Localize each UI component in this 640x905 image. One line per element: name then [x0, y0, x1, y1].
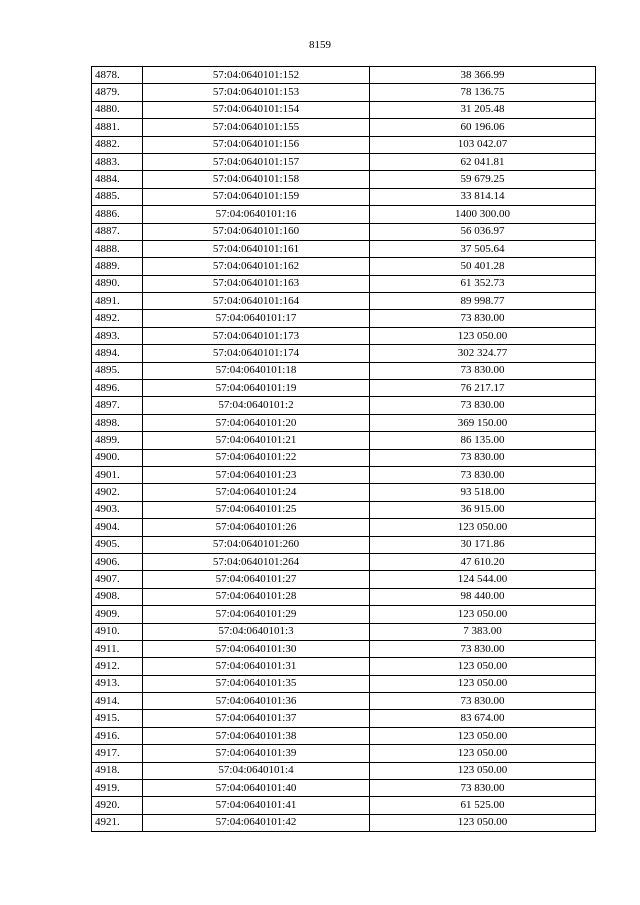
page-number: 8159: [309, 39, 331, 51]
cadastral-number-cell: 57:04:0640101:164: [143, 293, 370, 310]
table-row: [92, 449, 596, 466]
table-row: [92, 101, 596, 118]
cadastral-number-cell: 57:04:0640101:3: [143, 623, 370, 640]
cadastral-value-cell: 123 050.00: [370, 519, 596, 536]
cadastral-number-cell: 57:04:0640101:2: [143, 397, 370, 414]
cadastral-number-cell: 57:04:0640101:161: [143, 240, 370, 257]
cadastral-number-cell: 57:04:0640101:17: [143, 310, 370, 327]
cadastral-value-cell: 123 050.00: [370, 814, 596, 831]
cadastral-number-cell: 57:04:0640101:162: [143, 258, 370, 275]
cadastral-number-cell: 57:04:0640101:20: [143, 414, 370, 431]
cadastral-number-cell: 57:04:0640101:21: [143, 432, 370, 449]
cadastral-value-cell: 73 830.00: [370, 397, 596, 414]
table-row: [92, 484, 596, 501]
table-row: [92, 223, 596, 240]
cadastral-value-cell: 73 830.00: [370, 466, 596, 483]
row-number-cell: 4891.: [92, 293, 143, 310]
row-number-cell: 4904.: [92, 519, 143, 536]
cadastral-value-cell: 36 915.00: [370, 501, 596, 518]
cadastral-number-cell: 57:04:0640101:29: [143, 606, 370, 623]
cadastral-value-cell: 369 150.00: [370, 414, 596, 431]
row-number-cell: 4917.: [92, 745, 143, 762]
cadastral-number-cell: 57:04:0640101:174: [143, 345, 370, 362]
table-row: [92, 136, 596, 153]
table-row: [92, 466, 596, 483]
cadastral-value-cell: 60 196.06: [370, 119, 596, 136]
cadastral-value-cell: 50 401.28: [370, 258, 596, 275]
row-number-cell: 4894.: [92, 345, 143, 362]
table-row: [92, 623, 596, 640]
row-number-cell: 4901.: [92, 466, 143, 483]
table-row: [92, 762, 596, 779]
row-number-cell: 4885.: [92, 188, 143, 205]
row-number-cell: 4878.: [92, 67, 143, 84]
row-number-cell: 4911.: [92, 640, 143, 657]
table-row: [92, 258, 596, 275]
cadastral-value-cell: 123 050.00: [370, 675, 596, 692]
row-number-cell: 4920.: [92, 797, 143, 814]
cadastral-value-cell: 31 205.48: [370, 101, 596, 118]
table-row: [92, 710, 596, 727]
cadastral-number-cell: 57:04:0640101:163: [143, 275, 370, 292]
cadastral-number-cell: 57:04:0640101:18: [143, 362, 370, 379]
cadastral-value-cell: 123 050.00: [370, 762, 596, 779]
cadastral-value-cell: 123 050.00: [370, 745, 596, 762]
table-row: [92, 553, 596, 570]
cadastral-number-cell: 57:04:0640101:157: [143, 153, 370, 170]
cadastral-value-cell: 302 324.77: [370, 345, 596, 362]
row-number-cell: 4915.: [92, 710, 143, 727]
table-row: [92, 206, 596, 223]
row-number-cell: 4897.: [92, 397, 143, 414]
cadastral-value-cell: 33 814.14: [370, 188, 596, 205]
cadastral-value-cell: 124 544.00: [370, 571, 596, 588]
table-row: [92, 240, 596, 257]
cadastral-value-cell: 123 050.00: [370, 606, 596, 623]
row-number-cell: 4898.: [92, 414, 143, 431]
row-number-cell: 4908.: [92, 588, 143, 605]
table-row: [92, 693, 596, 710]
cadastral-number-cell: 57:04:0640101:35: [143, 675, 370, 692]
cadastral-value-cell: 123 050.00: [370, 658, 596, 675]
row-number-cell: 4893.: [92, 327, 143, 344]
cadastral-value-cell: 98 440.00: [370, 588, 596, 605]
cadastral-number-cell: 57:04:0640101:4: [143, 762, 370, 779]
cadastral-value-table: [91, 66, 596, 832]
table-row: [92, 797, 596, 814]
table-row: [92, 397, 596, 414]
cadastral-value-cell: 1400 300.00: [370, 206, 596, 223]
cadastral-number-cell: 57:04:0640101:26: [143, 519, 370, 536]
table-row: [92, 275, 596, 292]
row-number-cell: 4907.: [92, 571, 143, 588]
cadastral-value-cell: 76 217.17: [370, 380, 596, 397]
cadastral-number-cell: 57:04:0640101:36: [143, 693, 370, 710]
row-number-cell: 4912.: [92, 658, 143, 675]
row-number-cell: 4914.: [92, 693, 143, 710]
cadastral-number-cell: 57:04:0640101:39: [143, 745, 370, 762]
table-row: [92, 640, 596, 657]
cadastral-value-cell: 78 136.75: [370, 84, 596, 101]
cadastral-value-cell: 59 679.25: [370, 171, 596, 188]
row-number-cell: 4883.: [92, 153, 143, 170]
row-number-cell: 4900.: [92, 449, 143, 466]
cadastral-number-cell: 57:04:0640101:27: [143, 571, 370, 588]
cadastral-number-cell: 57:04:0640101:37: [143, 710, 370, 727]
row-number-cell: 4903.: [92, 501, 143, 518]
cadastral-value-cell: 103 042.07: [370, 136, 596, 153]
cadastral-number-cell: 57:04:0640101:19: [143, 380, 370, 397]
cadastral-value-cell: 7 383.00: [370, 623, 596, 640]
cadastral-value-cell: 30 171.86: [370, 536, 596, 553]
table-row: [92, 658, 596, 675]
cadastral-value-cell: 47 610.20: [370, 553, 596, 570]
row-number-cell: 4882.: [92, 136, 143, 153]
cadastral-number-cell: 57:04:0640101:173: [143, 327, 370, 344]
table-row: [92, 814, 596, 831]
table-row: [92, 606, 596, 623]
table-row: [92, 327, 596, 344]
cadastral-number-cell: 57:04:0640101:154: [143, 101, 370, 118]
cadastral-value-cell: 93 518.00: [370, 484, 596, 501]
cadastral-number-cell: 57:04:0640101:28: [143, 588, 370, 605]
cadastral-number-cell: 57:04:0640101:22: [143, 449, 370, 466]
table-row: [92, 588, 596, 605]
cadastral-value-cell: 73 830.00: [370, 449, 596, 466]
table-row: [92, 536, 596, 553]
row-number-cell: 4918.: [92, 762, 143, 779]
cadastral-number-cell: 57:04:0640101:153: [143, 84, 370, 101]
table-row: [92, 571, 596, 588]
cadastral-number-cell: 57:04:0640101:16: [143, 206, 370, 223]
row-number-cell: 4887.: [92, 223, 143, 240]
row-number-cell: 4888.: [92, 240, 143, 257]
cadastral-value-cell: 37 505.64: [370, 240, 596, 257]
row-number-cell: 4916.: [92, 727, 143, 744]
row-number-cell: 4890.: [92, 275, 143, 292]
table-row: [92, 171, 596, 188]
table-row: [92, 153, 596, 170]
table-row: [92, 119, 596, 136]
row-number-cell: 4913.: [92, 675, 143, 692]
cadastral-number-cell: 57:04:0640101:40: [143, 780, 370, 797]
table-row: [92, 380, 596, 397]
cadastral-number-cell: 57:04:0640101:25: [143, 501, 370, 518]
row-number-cell: 4896.: [92, 380, 143, 397]
cadastral-number-cell: 57:04:0640101:158: [143, 171, 370, 188]
row-number-cell: 4889.: [92, 258, 143, 275]
cadastral-value-cell: 89 998.77: [370, 293, 596, 310]
cadastral-number-cell: 57:04:0640101:160: [143, 223, 370, 240]
table-row: [92, 727, 596, 744]
cadastral-number-cell: 57:04:0640101:30: [143, 640, 370, 657]
cadastral-value-cell: 73 830.00: [370, 310, 596, 327]
table-row: [92, 188, 596, 205]
cadastral-number-cell: 57:04:0640101:152: [143, 67, 370, 84]
row-number-cell: 4884.: [92, 171, 143, 188]
row-number-cell: 4910.: [92, 623, 143, 640]
cadastral-number-cell: 57:04:0640101:42: [143, 814, 370, 831]
cadastral-number-cell: 57:04:0640101:24: [143, 484, 370, 501]
cadastral-number-cell: 57:04:0640101:260: [143, 536, 370, 553]
row-number-cell: 4892.: [92, 310, 143, 327]
table-row: [92, 675, 596, 692]
cadastral-value-cell: 86 135.00: [370, 432, 596, 449]
cadastral-value-cell: 73 830.00: [370, 693, 596, 710]
table-row: [92, 780, 596, 797]
row-number-cell: 4906.: [92, 553, 143, 570]
cadastral-value-cell: 123 050.00: [370, 327, 596, 344]
table-row: [92, 745, 596, 762]
cadastral-number-cell: 57:04:0640101:264: [143, 553, 370, 570]
table-row: [92, 293, 596, 310]
row-number-cell: 4895.: [92, 362, 143, 379]
row-number-cell: 4899.: [92, 432, 143, 449]
row-number-cell: 4881.: [92, 119, 143, 136]
cadastral-number-cell: 57:04:0640101:156: [143, 136, 370, 153]
cadastral-number-cell: 57:04:0640101:41: [143, 797, 370, 814]
cadastral-value-cell: 62 041.81: [370, 153, 596, 170]
cadastral-value-cell: 73 830.00: [370, 780, 596, 797]
table-row: [92, 432, 596, 449]
table-row: [92, 501, 596, 518]
row-number-cell: 4902.: [92, 484, 143, 501]
cadastral-value-cell: 61 352.73: [370, 275, 596, 292]
table-row: [92, 345, 596, 362]
row-number-cell: 4909.: [92, 606, 143, 623]
table-row: [92, 67, 596, 84]
table-row: [92, 414, 596, 431]
cadastral-value-cell: 83 674.00: [370, 710, 596, 727]
cadastral-number-cell: 57:04:0640101:38: [143, 727, 370, 744]
row-number-cell: 4905.: [92, 536, 143, 553]
table-row: [92, 84, 596, 101]
cadastral-number-cell: 57:04:0640101:159: [143, 188, 370, 205]
table-row: [92, 362, 596, 379]
row-number-cell: 4880.: [92, 101, 143, 118]
cadastral-value-cell: 73 830.00: [370, 640, 596, 657]
cadastral-number-cell: 57:04:0640101:155: [143, 119, 370, 136]
row-number-cell: 4886.: [92, 206, 143, 223]
table-row: [92, 519, 596, 536]
cadastral-value-cell: 73 830.00: [370, 362, 596, 379]
table-body: [92, 67, 596, 832]
cadastral-number-cell: 57:04:0640101:31: [143, 658, 370, 675]
row-number-cell: 4919.: [92, 780, 143, 797]
cadastral-value-cell: 61 525.00: [370, 797, 596, 814]
cadastral-value-cell: 56 036.97: [370, 223, 596, 240]
row-number-cell: 4879.: [92, 84, 143, 101]
table-row: [92, 310, 596, 327]
cadastral-number-cell: 57:04:0640101:23: [143, 466, 370, 483]
cadastral-value-cell: 123 050.00: [370, 727, 596, 744]
row-number-cell: 4921.: [92, 814, 143, 831]
cadastral-value-cell: 38 366.99: [370, 67, 596, 84]
